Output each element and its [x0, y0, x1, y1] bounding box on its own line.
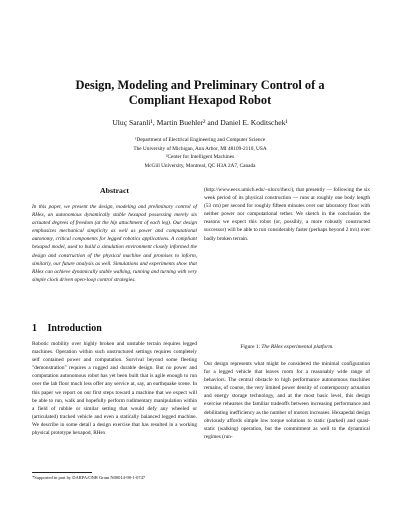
- abstract-block: [32, 186, 197, 284]
- abstract-heading: Abstract: [99, 186, 129, 195]
- section-title: Introduction: [47, 323, 102, 334]
- author-list: Uluç Saranli¹, Martin Buehler² and Daniel E. Koditschek¹: [112, 118, 288, 127]
- paper-title: [20, 78, 380, 108]
- right-column-text-bottom: Our design represents what might be considered the minimal configuration for a legged vehicle that leaves room for a reasonably wide range of behaviors. The central obstacle to high performance autonomous machines remains, of course, the very limited power density of contemporary actuation and energy storage technology, and at the most basic level, this design exercise rehearses the familiar tradeoffs between increasing performance and debilitating inefficiency as the number of motors increases. Hexapedal design obviously affords simple low torque solutions to static (parked) and quasi-static (walking) operation, but the commitment as well to the dynamical regimes (run-: [204, 361, 370, 440]
- affiliation-line: ²Center for Intelligent Machines: [165, 154, 235, 161]
- section-heading: [32, 323, 102, 334]
- figure-caption-text: The RHex experimental platform.: [261, 344, 334, 350]
- section-number: 1: [32, 323, 37, 334]
- right-column-text-top: (http://www.eecs.umich.edu/~ulucs/rhex/), that presently — following the six week period of its physical construction — runs at roughly one body length (53 cm) per second for roughly fifteen minutes over our laboratory floor with neither power nor computational tether. We sketch in the conclusion the reasons we expect this robot (or, possibly, a more robustly constructed successor) will be able to run considerably faster (perhaps beyond 2 m/s) over badly broken terrain.: [204, 187, 370, 242]
- footnote: *Supported in part by DARPA/ONR Grant N00014-98-1-0747: [32, 475, 146, 480]
- footnote-divider: [32, 472, 92, 473]
- affiliations: [20, 136, 380, 170]
- affiliation-line: ¹Department of Electrical Engineering and Computer Science: [134, 137, 266, 143]
- introduction-text: Robotic mobility over highly broken and unstable terrain requires legged machines. Operation within such unstructured settings requires completely self contained power and computation. Survival beyond some fleeting "demonstration" requires a rugged and durable design. But no power and computation autonomous robot has yet been built that is agile enough to run over the lab floor much less offer any service at, say, an earthquake scene. In this paper we report on our first steps toward a machine that we expect will be able to run, walk and hopefully perform rudimentary manipulation within a field of rubble or similar setting that would defy any wheeled or (articulated) tracked vehicle and even a statically balanced legged machine. We describe in some detail a design exercise that has resulted in a working physical prototype hexapod, RHex: [32, 341, 197, 437]
- affiliation-line: McGill University, Montreal, QC H3A 2A7, Canada: [144, 162, 256, 169]
- figure-caption: [204, 344, 370, 350]
- title-line-2: Compliant Hexapod Robot: [128, 93, 272, 107]
- affiliation-line: The University of Michigan, Ann Arbor, MI 48109-2110, USA: [133, 145, 267, 152]
- abstract-text: In this paper, we present the design, modeling and preliminary control of RHex, an autonomous dynamically stable hexapod possessing merely six actuated degrees of freedom (at the hip attachment of each leg). Our design emphasizes mechanical simplicity as well as power and computational autonomy, critical components for legged robotics applications. A compliant hexapod model, used to build a simulation environment closely informed the design and construction of the physical machine and promises to inform, similarly, our future analysis as well. Simulations and experiments show that RHex can achieve dynamically stable walking, running and turning with very simple clock driven open-loop control strategies.: [32, 204, 197, 283]
- title-line-1: Design, Modeling and Preliminary Control of a: [75, 78, 325, 92]
- figure-label: Figure 1:: [240, 344, 261, 350]
- figure-image-area: [204, 274, 370, 344]
